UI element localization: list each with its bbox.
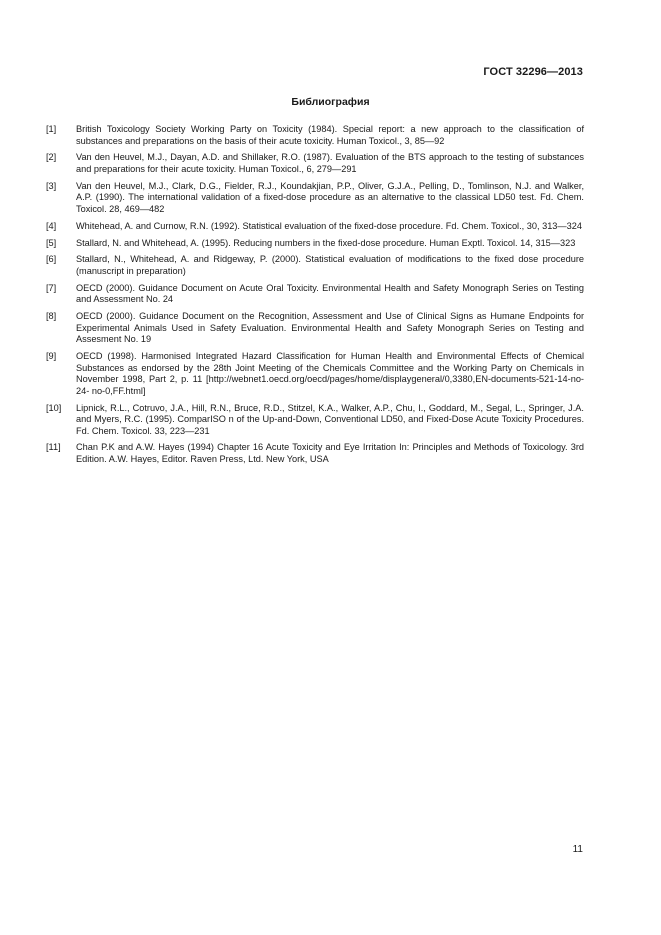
- reference-text: Van den Heuvel, M.J., Clark, D.G., Fielder, R.J., Koundakjian, P.P., Oliver, G.J.A., Pelling, D., Tomlinson, N.J. and Walker, A.P. (1990). The international validation of a fixed-dose procedure as an alternative to the classical LD50 test. Fd. Chem. Toxicol. 28, 469—482: [76, 180, 584, 214]
- reference-text: Stallard, N. and Whitehead, A. (1995). Reducing numbers in the fixed-dose procedure. Human Exptl. Toxicol. 14, 315—323: [76, 237, 576, 248]
- reference-number: [6]: [46, 254, 57, 265]
- reference-item: [46, 283, 584, 306]
- reference-item: [46, 311, 584, 346]
- reference-item: [46, 238, 584, 250]
- reference-text: British Toxicology Society Working Party on Toxicity (1984). Special report: a new approach to the classification of substances and preparations on the basis of their acute toxicity. Human Toxicol., 3, 85—92: [76, 124, 584, 146]
- reference-item: [46, 254, 584, 277]
- reference-text: Lipnick, R.L., Cotruvo, J.A., Hill, R.N., Bruce, R.D., Stitzel, K.A., Walker, A.P., Chu, I., Goddard, M., Segal, L., Springer, J.A. and Myers, R.C. (1995). ComparISO n of the Up-and-Down, Conventional LD50, and Fixed-Dose Acute Toxicity Procedures. Fd. Chem. Toxicol. 33, 223—231: [76, 402, 584, 436]
- reference-number: [2]: [46, 152, 57, 163]
- reference-item: [46, 152, 584, 175]
- reference-item: [46, 221, 584, 233]
- reference-text: OECD (2000). Guidance Document on the Recognition, Assessment and Use of Clinical Signs as Humane Endpoints for Experimental Animals Used in Safety Evaluation. Environmental Health and Safety Monograph Series on Testing and Assesment No. 19: [76, 311, 584, 345]
- reference-list: [46, 124, 584, 471]
- reference-number: [5]: [46, 237, 57, 248]
- reference-number: [3]: [46, 180, 57, 191]
- reference-number: [10]: [46, 402, 62, 413]
- reference-text: Stallard, N., Whitehead, A. and Ridgeway, P. (2000). Statistical evaluation of modifications to the fixed dose procedure (manuscript in preparation): [76, 254, 584, 276]
- reference-text: Whitehead, A. and Curnow, R.N. (1992). Statistical evaluation of the fixed-dose procedure. Fd. Chem. Toxicol., 30, 313—324: [76, 220, 582, 231]
- reference-number: [4]: [46, 220, 57, 231]
- reference-number: [8]: [46, 311, 57, 322]
- reference-text: OECD (2000). Guidance Document on Acute Oral Toxicity. Environmental Health and Safety Monograph Series on Testing and Assessment No. 24: [76, 282, 584, 305]
- reference-item: [46, 442, 584, 465]
- reference-number: [9]: [46, 351, 57, 362]
- reference-item: [46, 403, 584, 438]
- reference-text: Van den Heuvel, M.J., Dayan, A.D. and Shillaker, R.O. (1987). Evaluation of the BTS approach to the testing of substances and preparations for their acute toxicity. Human Toxicol., 6, 279—291: [76, 152, 584, 174]
- reference-item: [46, 181, 584, 216]
- page-number: 11: [572, 844, 583, 855]
- bibliography-title: Библиография: [291, 96, 370, 108]
- reference-number: [11]: [46, 442, 61, 453]
- reference-text: Chan P.K and A.W. Hayes (1994) Chapter 16 Acute Toxicity and Eye Irritation In: Principles and Methods of Toxicology. 3rd Edition. A.W. Hayes, Editor. Raven Press, Ltd. New York, USA: [76, 442, 584, 464]
- reference-item: [46, 351, 584, 397]
- reference-item: [46, 124, 584, 147]
- reference-text: OECD (1998). Harmonised Integrated Hazard Classification for Human Health and Environmental Effects of Chemical Substances as endorsed by the 28th Joint Meeting of the Chemicals Committee and the Working Party on Chemicals in November 1998, Part 2, p. 11 [http://webnet1.oecd.org/oecd/pages/home/displaygeneral/0,3380,EN-documents-521-14-no-24- no-0,FF.html]: [76, 351, 584, 396]
- reference-number: [7]: [46, 282, 57, 293]
- standard-number: ГОСТ 32296—2013: [483, 66, 583, 78]
- reference-number: [1]: [46, 124, 57, 134]
